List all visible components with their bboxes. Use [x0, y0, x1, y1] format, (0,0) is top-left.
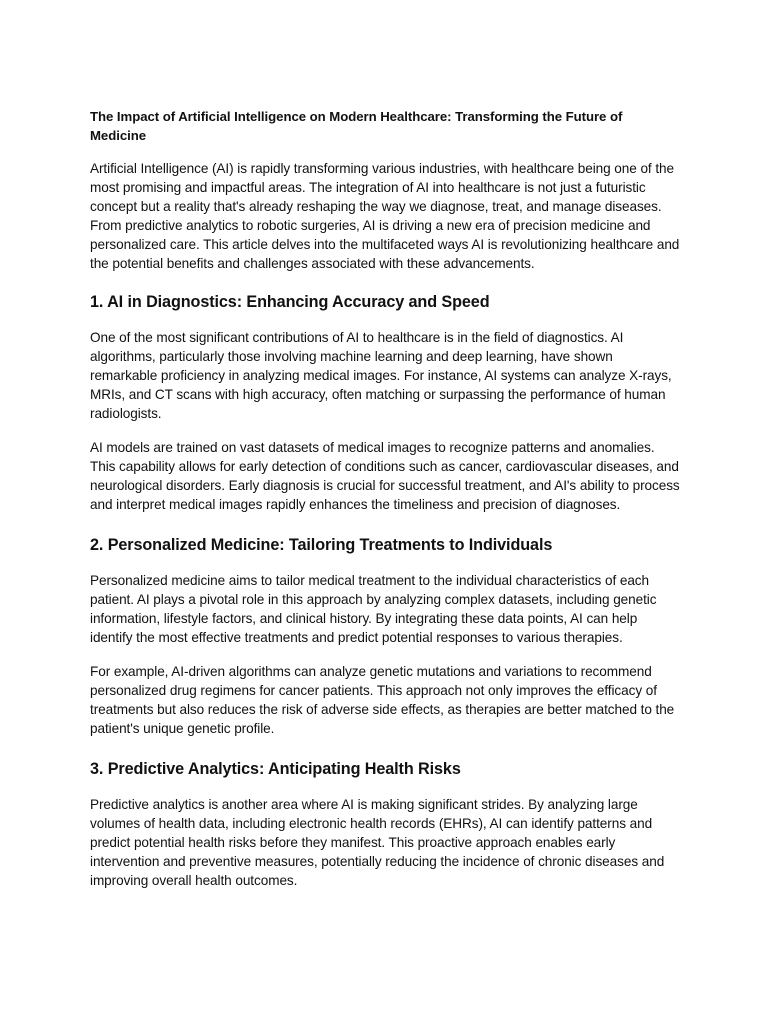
- personalized-medicine-paragraph-1: Personalized medicine aims to tailor medical treatment to the individual characteristics of each patient. AI plays a pivotal role in this approach by analyzing complex datasets, including genetic information, lifestyle factors, and clinical history. By integrating these data points, AI can help identify the most effective treatments and predict potential responses to various therapies.: [90, 573, 657, 645]
- personalized-medicine-paragraph-2: For example, AI-driven algorithms can analyze genetic mutations and variations to recommend personalized drug regimens for cancer patients. This approach not only improves the efficacy of treatments but also reduces the risk of adverse side effects, as therapies are better matched to the patient's unique genetic profile.: [90, 664, 675, 736]
- diagnostics-paragraph-2: AI models are trained on vast datasets of medical images to recognize patterns and anomalies. This capability allows for early detection of conditions such as cancer, cardiovascular diseases, and neurological disorders. Early diagnosis is crucial for successful treatment, and AI's ability to process and interpret medical images rapidly enhances the timeliness and precision of diagnoses.: [90, 440, 680, 512]
- section-heading-diagnostics: 1. AI in Diagnostics: Enhancing Accuracy and Speed: [90, 293, 490, 311]
- intro-paragraph: Artificial Intelligence (AI) is rapidly transforming various industries, with healthcare being one of the most promising and impactful areas. The integration of AI into healthcare is not just a futuristic concept but a reality that's already reshaping the way we diagnose, treat, and manage diseases. From predictive analytics to robotic surgeries, AI is driving a new era of precision medicine and personalized care. This article delves into the multifaceted ways AI is revolutionizing healthcare and the potential benefits and challenges associated with these advancements.: [90, 161, 680, 271]
- predictive-analytics-paragraph-1: Predictive analytics is another area where AI is making significant strides. By analyzing large volumes of health data, including electronic health records (EHRs), AI can identify patterns and predict potential health risks before they manifest. This proactive approach enables early intervention and preventive measures, potentially reducing the incidence of chronic diseases and improving overall health outcomes.: [90, 797, 665, 888]
- document-title: The Impact of Artificial Intelligence on Modern Healthcare: Transforming the Future of Medicine: [90, 109, 623, 143]
- section-heading-predictive-analytics: 3. Predictive Analytics: Anticipating Health Risks: [90, 760, 461, 778]
- section-heading-personalized-medicine: 2. Personalized Medicine: Tailoring Treatments to Individuals: [90, 536, 553, 554]
- diagnostics-paragraph-1: One of the most significant contributions of AI to healthcare is in the field of diagnostics. AI algorithms, particularly those involving machine learning and deep learning, have shown remarkable proficiency in analyzing medical images. For instance, AI systems can analyze X-rays, MRIs, and CT scans with high accuracy, often matching or surpassing the performance of human radiologists.: [90, 330, 672, 421]
- document-body: [90, 107, 680, 905]
